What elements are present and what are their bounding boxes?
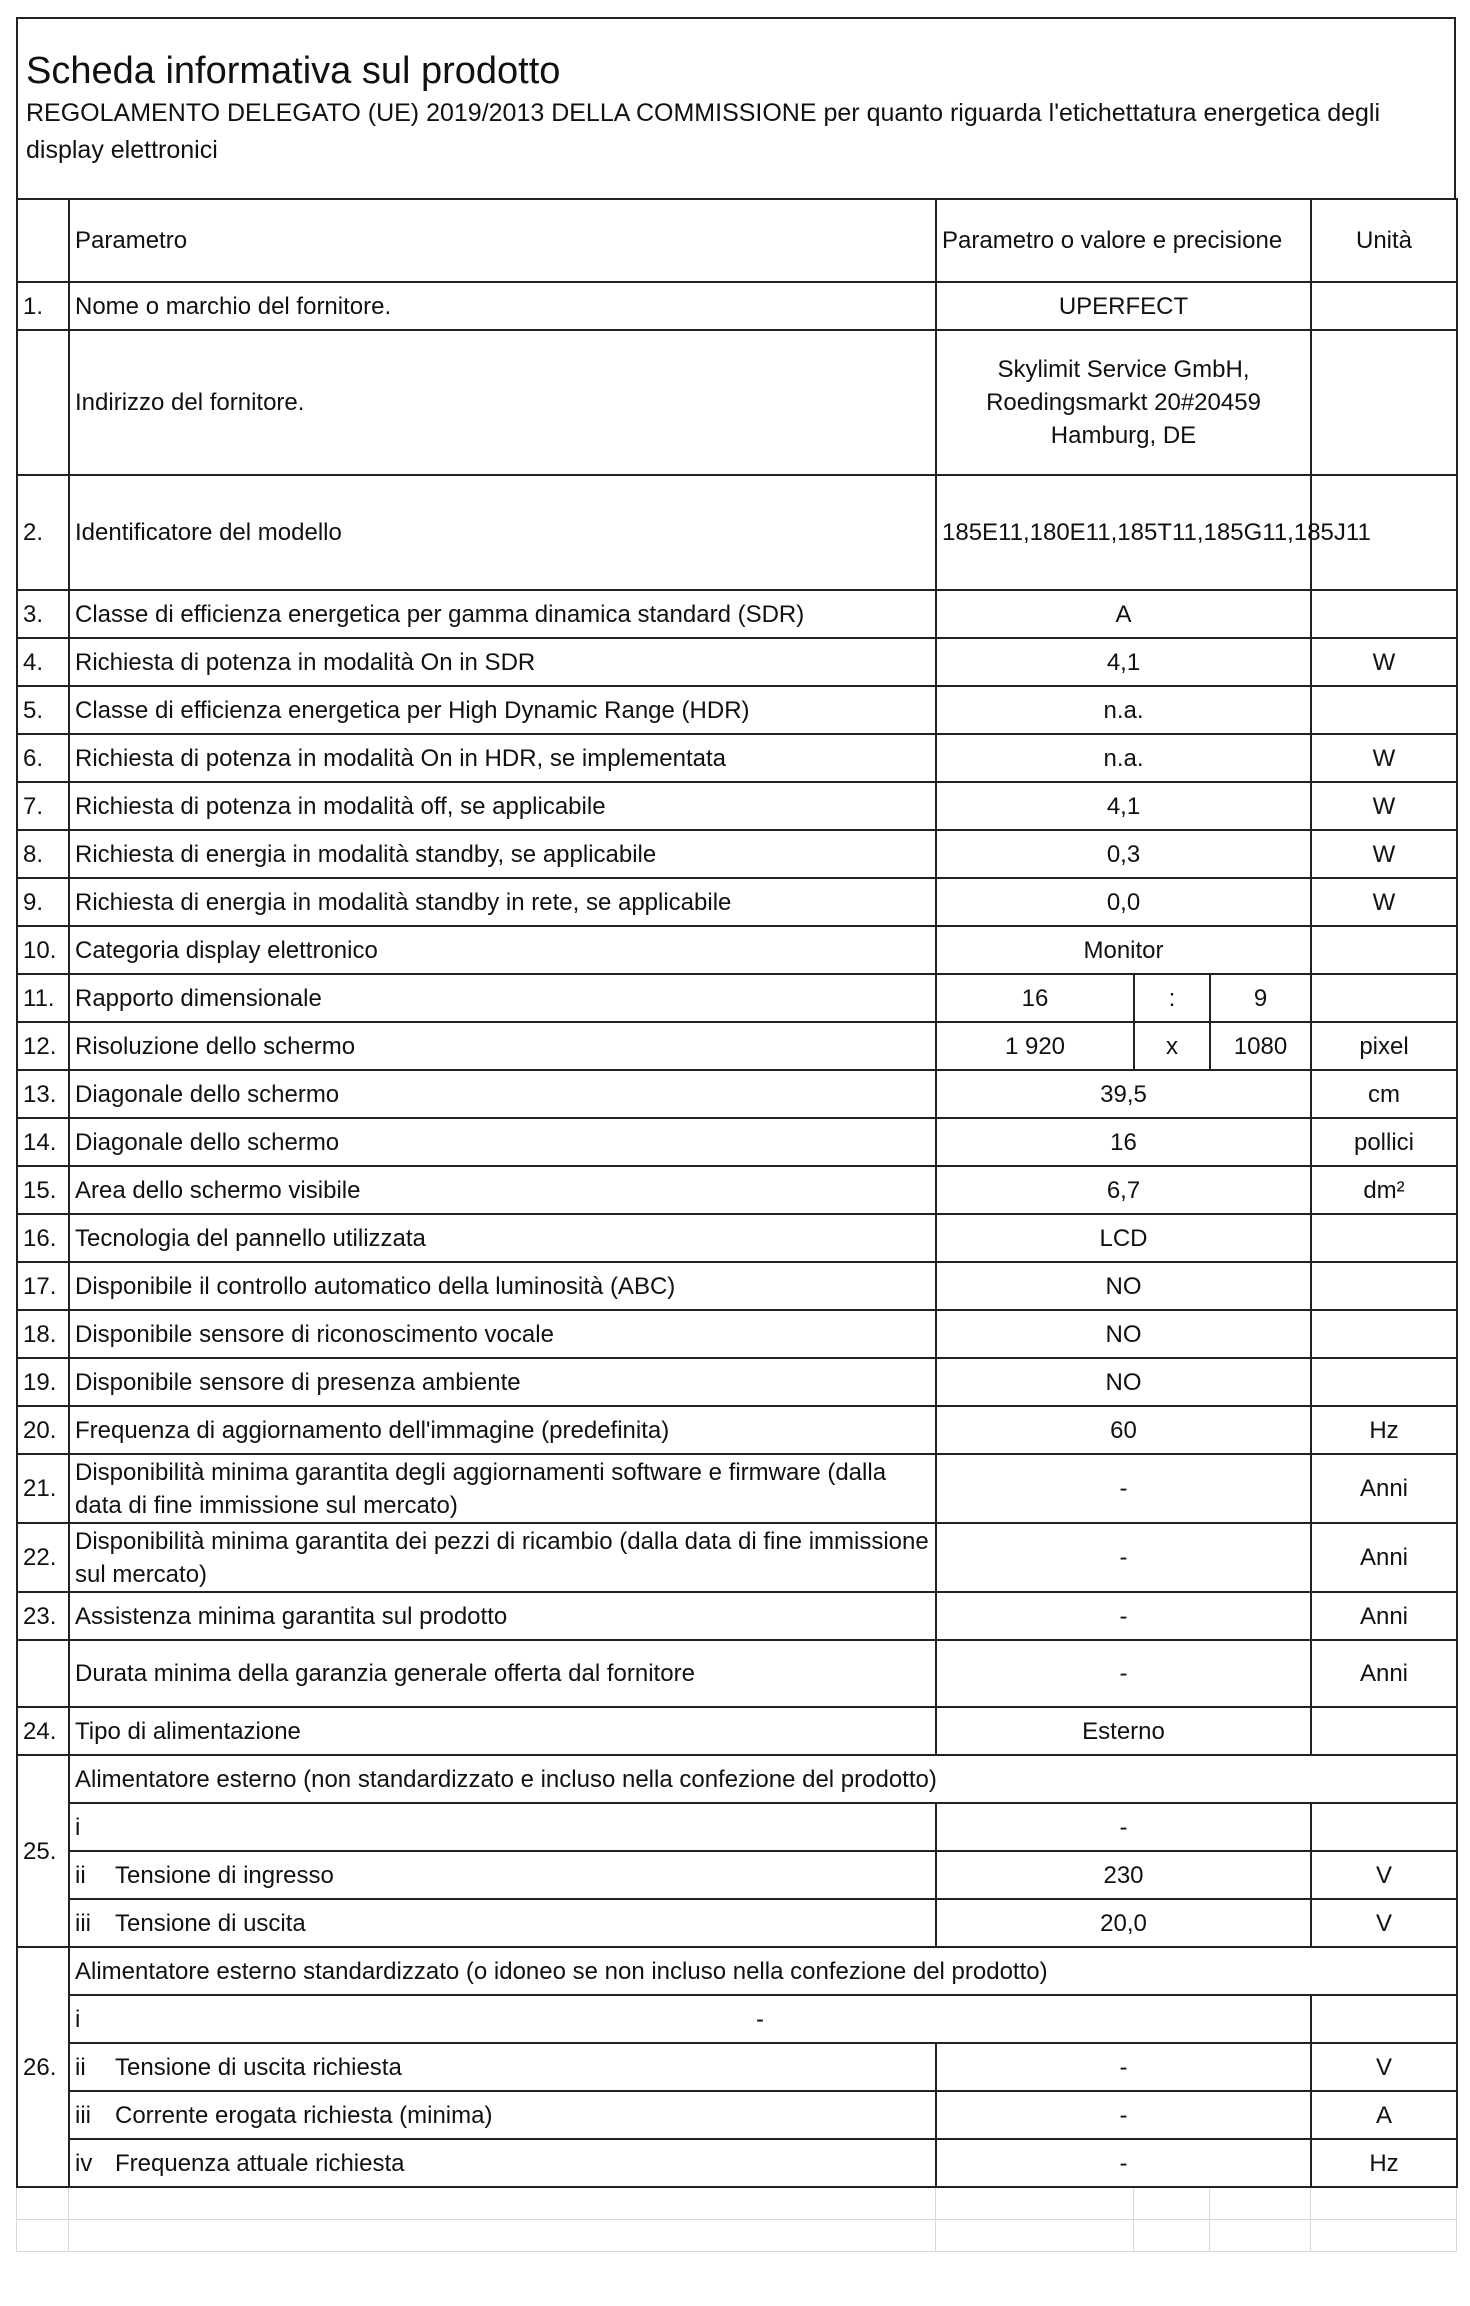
row-value: 39,5 (936, 1070, 1311, 1118)
row-unit (1311, 1358, 1457, 1406)
row-label: Richiesta di potenza in modalità off, se applicabile (69, 782, 936, 830)
row-label: Assistenza minima garantita sul prodotto (69, 1592, 936, 1640)
sub-item-index: ii (75, 1861, 86, 1889)
value-part-1: 16 (936, 974, 1134, 1022)
group-title: Alimentatore esterno standardizzato (o idoneo se non incluso nella confezione del prodotto) (69, 1947, 1457, 1995)
group-number: 25. (17, 1755, 69, 1947)
table-row (17, 1707, 1457, 1755)
group-25-item-row (17, 1851, 1457, 1899)
table-row (17, 590, 1457, 638)
row-label: Classe di efficienza energetica per gamma dinamica standard (SDR) (69, 590, 936, 638)
group-26-item-row (17, 2091, 1457, 2139)
row-label: Identificatore del modello (69, 475, 936, 590)
row-label: Richiesta di potenza in modalità On in SDR (69, 638, 936, 686)
table-row (17, 1592, 1457, 1640)
value-separator: x (1134, 1022, 1210, 1070)
row-number: 6. (17, 734, 69, 782)
empty-row (17, 2188, 1457, 2220)
row-value: 4,1 (936, 638, 1311, 686)
row-label: Nome o marchio del fornitore. (69, 282, 936, 330)
table-row (17, 1214, 1457, 1262)
row-value: NO (936, 1310, 1311, 1358)
row-value: A (936, 590, 1311, 638)
row-number: 11. (17, 974, 69, 1022)
row-label: Richiesta di energia in modalità standby in rete, se applicabile (69, 878, 936, 926)
row-number: 15. (17, 1166, 69, 1214)
row-label: Indirizzo del fornitore. (69, 330, 936, 475)
row-value: NO (936, 1358, 1311, 1406)
table-row (17, 878, 1457, 926)
table-row (17, 974, 1457, 1022)
row-number: 14. (17, 1118, 69, 1166)
group-26-item-row (17, 2043, 1457, 2091)
group-26-title-row (17, 1947, 1457, 1995)
table-row (17, 1070, 1457, 1118)
row-value: 230 (936, 1851, 1311, 1899)
table-row (17, 1454, 1457, 1523)
row-number: 17. (17, 1262, 69, 1310)
row-number: 7. (17, 782, 69, 830)
group-25-item-row (17, 1899, 1457, 1947)
row-unit: Anni (1311, 1454, 1457, 1523)
header-param: Parametro (69, 199, 936, 282)
row-value: 0,0 (936, 878, 1311, 926)
sub-item-label (69, 2043, 936, 2091)
row-unit (1311, 282, 1457, 330)
table-row (17, 475, 1457, 590)
row-value: 185E11,180E11,185T11,185G11,185J11 (936, 475, 1311, 590)
row-unit (1311, 926, 1457, 974)
value-part-2: 1080 (1210, 1022, 1311, 1070)
sub-item-index: iv (75, 2149, 93, 2177)
row-unit: Anni (1311, 1592, 1457, 1640)
row-value: - (936, 1523, 1311, 1592)
row-unit: W (1311, 782, 1457, 830)
row-value: n.a. (936, 734, 1311, 782)
row-label: Richiesta di potenza in modalità On in HDR, se implementata (69, 734, 936, 782)
parameter-table (16, 198, 1458, 2188)
group-26-item-row (17, 2139, 1457, 2187)
group-26-item-row (17, 1995, 1457, 2043)
table-row (17, 686, 1457, 734)
row-unit: V (1311, 2043, 1457, 2091)
row-unit: Hz (1311, 1406, 1457, 1454)
row-unit: A (1311, 2091, 1457, 2139)
header-unit: Unità (1311, 199, 1457, 282)
product-information-sheet (16, 17, 1456, 2252)
row-unit (1311, 1310, 1457, 1358)
row-value: Monitor (936, 926, 1311, 974)
row-value: Esterno (936, 1707, 1311, 1755)
row-value: NO (936, 1262, 1311, 1310)
row-value: UPERFECT (936, 282, 1311, 330)
table-row (17, 1640, 1457, 1707)
row-unit (1311, 1707, 1457, 1755)
row-value: n.a. (936, 686, 1311, 734)
sub-item-label (69, 1899, 936, 1947)
table-row (17, 1262, 1457, 1310)
row-value: - (936, 2043, 1311, 2091)
row-value: Skylimit Service GmbH, Roedingsmarkt 20#20459 Hamburg, DE (936, 330, 1311, 475)
row-unit: W (1311, 638, 1457, 686)
group-title: Alimentatore esterno (non standardizzato e incluso nella confezione del prodotto) (69, 1755, 1457, 1803)
table-row (17, 638, 1457, 686)
row-number: 9. (17, 878, 69, 926)
row-number: 22. (17, 1523, 69, 1592)
row-unit (1311, 1803, 1457, 1851)
row-unit (1311, 1214, 1457, 1262)
row-number: 10. (17, 926, 69, 974)
row-value: - (936, 1640, 1311, 1707)
sub-item-label (69, 1803, 936, 1851)
table-row (17, 734, 1457, 782)
row-unit: Anni (1311, 1640, 1457, 1707)
value-part-1: 1 920 (936, 1022, 1134, 1070)
empty-row (17, 2220, 1457, 2252)
row-label: Classe di efficienza energetica per High Dynamic Range (HDR) (69, 686, 936, 734)
group-number: 26. (17, 1947, 69, 2187)
regulation-subtitle: REGOLAMENTO DELEGATO (UE) 2019/2013 DELLA COMMISSIONE per quanto riguarda l'etichettatura energetica degli display elettronici (26, 99, 1381, 164)
sheet-title: Scheda informativa sul prodotto (26, 50, 561, 92)
header-value: Parametro o valore e precisione (936, 199, 1311, 282)
row-number: 1. (17, 282, 69, 330)
row-label: Area dello schermo visibile (69, 1166, 936, 1214)
row-unit: V (1311, 1851, 1457, 1899)
row-unit: W (1311, 830, 1457, 878)
row-label: Diagonale dello schermo (69, 1118, 936, 1166)
row-value: 16 (936, 1118, 1311, 1166)
row-number (17, 1640, 69, 1707)
row-label: Frequenza di aggiornamento dell'immagine (predefinita) (69, 1406, 936, 1454)
row-label: Disponibile sensore di riconoscimento vocale (69, 1310, 936, 1358)
group-25-title-row (17, 1755, 1457, 1803)
row-unit (1311, 330, 1457, 475)
table-row (17, 830, 1457, 878)
sub-item-label (69, 2091, 936, 2139)
row-number: 16. (17, 1214, 69, 1262)
sub-item-value: - (756, 2005, 764, 2033)
row-number: 20. (17, 1406, 69, 1454)
sub-item-index: iii (75, 1909, 91, 1937)
row-number: 13. (17, 1070, 69, 1118)
sub-item-label (69, 1995, 1311, 2043)
table-header-row (17, 199, 1457, 282)
row-value: - (936, 1592, 1311, 1640)
sub-item-index: i (75, 2005, 81, 2033)
row-label: Risoluzione dello schermo (69, 1022, 936, 1070)
row-unit: dm² (1311, 1166, 1457, 1214)
row-unit: Hz (1311, 2139, 1457, 2187)
row-value: - (936, 1803, 1311, 1851)
table-row (17, 1310, 1457, 1358)
table-row (17, 1523, 1457, 1592)
row-value: LCD (936, 1214, 1311, 1262)
sub-item-text: Frequenza attuale richiesta (115, 2149, 405, 2177)
value-part-2: 9 (1210, 974, 1311, 1022)
table-row (17, 926, 1457, 974)
row-number: 5. (17, 686, 69, 734)
row-unit: pollici (1311, 1118, 1457, 1166)
row-unit: W (1311, 878, 1457, 926)
sub-item-label (69, 2139, 936, 2187)
row-value: - (936, 2091, 1311, 2139)
table-row (17, 1406, 1457, 1454)
sub-item-label (69, 1851, 936, 1899)
table-row (17, 1022, 1457, 1070)
row-value: - (936, 1454, 1311, 1523)
row-number: 8. (17, 830, 69, 878)
row-number (17, 330, 69, 475)
table-row (17, 282, 1457, 330)
table-row (17, 330, 1457, 475)
table-row (17, 1166, 1457, 1214)
row-number: 21. (17, 1454, 69, 1523)
row-number: 19. (17, 1358, 69, 1406)
row-number: 18. (17, 1310, 69, 1358)
sub-item-index: iii (75, 2101, 91, 2129)
row-label: Diagonale dello schermo (69, 1070, 936, 1118)
row-label: Rapporto dimensionale (69, 974, 936, 1022)
empty-grid-rows (16, 2188, 1457, 2252)
sub-item-text: Tensione di uscita (115, 1909, 306, 1937)
sub-item-text: Tensione di ingresso (115, 1861, 334, 1889)
row-label: Disponibile sensore di presenza ambiente (69, 1358, 936, 1406)
sheet-header (16, 17, 1456, 198)
row-value: 20,0 (936, 1899, 1311, 1947)
value-separator: : (1134, 974, 1210, 1022)
sub-item-text: Corrente erogata richiesta (minima) (115, 2101, 493, 2129)
row-unit: Anni (1311, 1523, 1457, 1592)
row-number: 12. (17, 1022, 69, 1070)
row-value: 60 (936, 1406, 1311, 1454)
row-unit: cm (1311, 1070, 1457, 1118)
group-25-item-row (17, 1803, 1457, 1851)
header-number-cell (17, 199, 69, 282)
row-unit (1311, 590, 1457, 638)
row-unit (1311, 974, 1457, 1022)
row-label: Richiesta di energia in modalità standby, se applicabile (69, 830, 936, 878)
row-number: 24. (17, 1707, 69, 1755)
row-label: Tecnologia del pannello utilizzata (69, 1214, 936, 1262)
table-row (17, 782, 1457, 830)
row-value: 4,1 (936, 782, 1311, 830)
row-label: Durata minima della garanzia generale offerta dal fornitore (69, 1640, 936, 1707)
row-unit (1311, 686, 1457, 734)
row-label: Categoria display elettronico (69, 926, 936, 974)
row-unit: pixel (1311, 1022, 1457, 1070)
row-number: 23. (17, 1592, 69, 1640)
row-number: 4. (17, 638, 69, 686)
row-label: Disponibilità minima garantita degli aggiornamenti software e firmware (dalla data di fine immissione sul mercato) (69, 1454, 936, 1523)
sub-item-index: i (75, 1813, 81, 1841)
row-label: Disponibilità minima garantita dei pezzi di ricambio (dalla data di fine immissione sul mercato) (69, 1523, 936, 1592)
row-unit (1311, 1262, 1457, 1310)
row-label: Tipo di alimentazione (69, 1707, 936, 1755)
row-value: - (936, 2139, 1311, 2187)
sub-item-text: Tensione di uscita richiesta (115, 2053, 402, 2081)
row-unit: V (1311, 1899, 1457, 1947)
table-row (17, 1118, 1457, 1166)
row-value: 0,3 (936, 830, 1311, 878)
sub-item-index: ii (75, 2053, 86, 2081)
table-row (17, 1358, 1457, 1406)
row-unit: W (1311, 734, 1457, 782)
row-number: 3. (17, 590, 69, 638)
row-value: 6,7 (936, 1166, 1311, 1214)
row-label: Disponibile il controllo automatico della luminosità (ABC) (69, 1262, 936, 1310)
row-number: 2. (17, 475, 69, 590)
